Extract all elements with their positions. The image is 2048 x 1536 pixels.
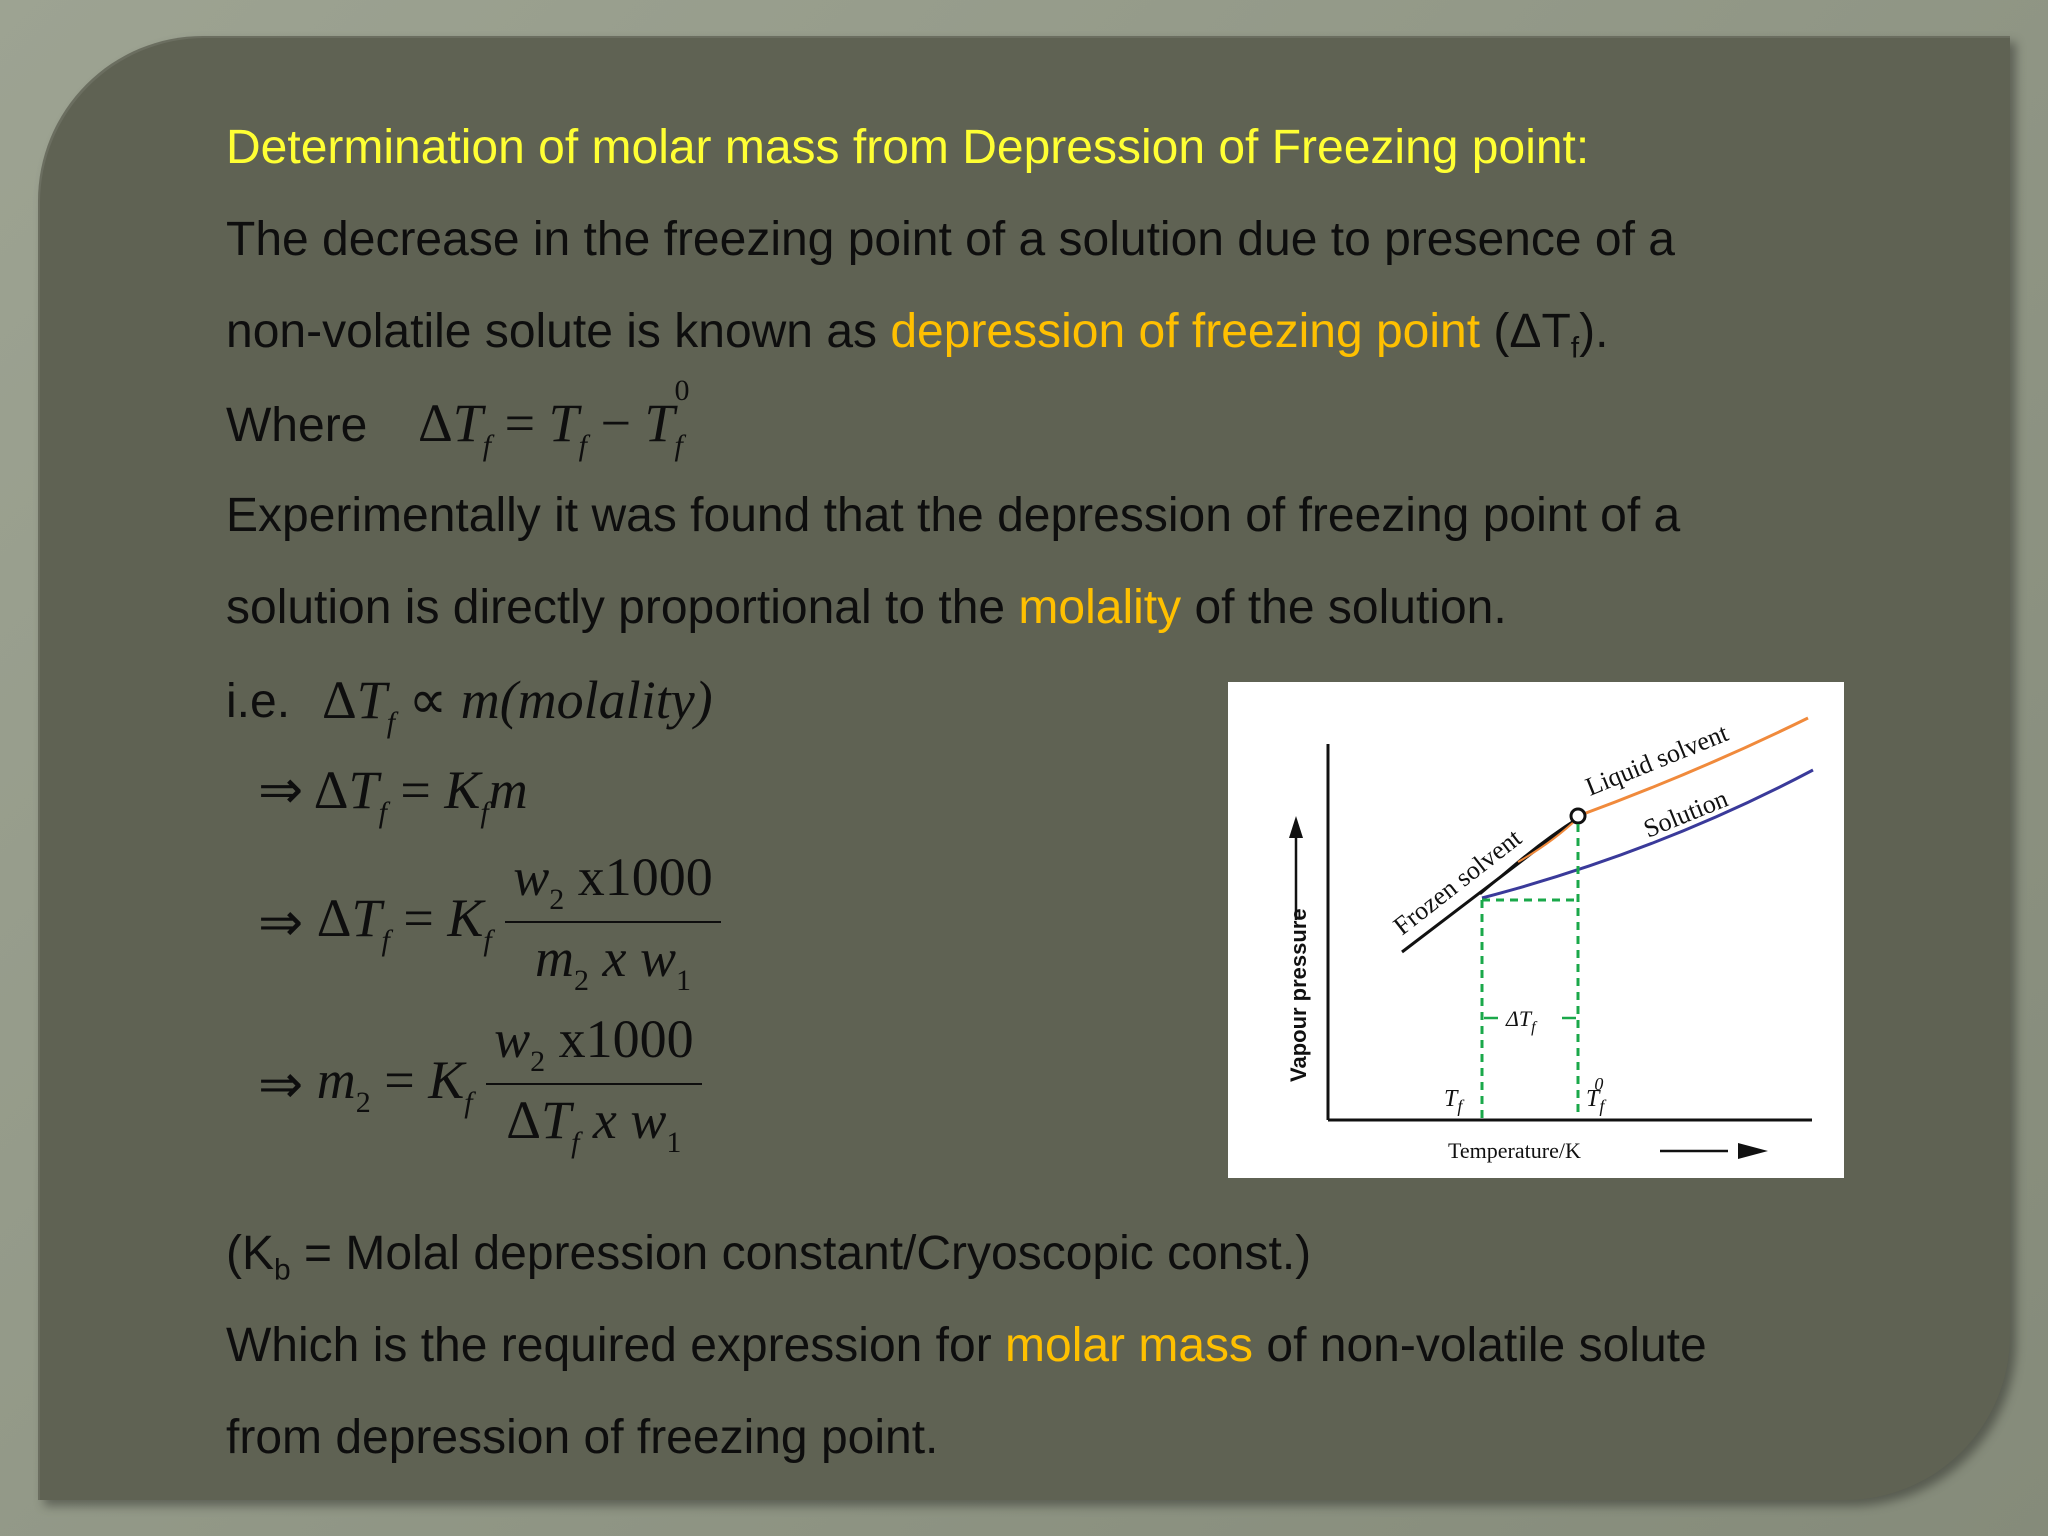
var-t: T [351,887,382,948]
var-t: T [644,393,675,453]
ie-label: i.e. [226,675,291,728]
kb-text: = Molal depression constant/Cryoscopic const.) [290,1227,1312,1280]
kb-open: (K [226,1227,274,1280]
sub-2: 2 [530,1045,546,1078]
para1-line2-pre: non-volatile solute is known as [226,305,891,358]
term-molality: molality [1018,581,1182,634]
conclusion-pre: Which is the required expression for [226,1319,1006,1372]
para2-line2 [226,581,1507,634]
var-t: T [452,393,483,453]
fraction-eq3 [486,1008,702,1160]
sub-f: f [571,1126,580,1159]
delta-symbol: Δ [313,760,349,820]
para1-line1: The decrease in the freezing point of a solution due to presence of a [226,213,1675,266]
para1-line2-post-a: (ΔT [1480,305,1571,358]
y-arrow-head [1289,816,1303,838]
proportional-sign: ∝ [395,670,461,730]
equals-sign: = [386,760,445,820]
para1-line2-post-b: ). [1579,305,1609,358]
delta-symbol: Δ [506,1090,542,1150]
para1-line2 [226,305,1609,365]
var-m: m [316,1049,356,1110]
solution-label: Solution [1639,783,1732,844]
equation-3 [258,1008,702,1160]
equals-sign: = [370,1049,429,1110]
sub-f: f [674,429,683,462]
var-w: w [494,1009,531,1069]
var-t: T [356,670,387,730]
kb-sub: b [274,1253,291,1287]
term-depression-of-freezing-point: depression of freezing point [890,305,1481,358]
sub-2: 2 [355,1085,371,1119]
term-molar-mass: molar mass [1005,1319,1254,1372]
sub-f: f [378,796,387,829]
sub-f: f [482,429,492,462]
graph-svg [1228,682,1844,1178]
tf-label [1444,1086,1465,1116]
liquid-solvent-label: Liquid solvent [1581,718,1733,802]
tf-sub: f [1457,1096,1463,1116]
sub-2: 2 [549,883,565,916]
numerator [486,1008,702,1085]
implies-arrow: ⇒ [258,760,314,820]
var-w: w [630,1090,667,1150]
sup-zero: 0 [674,374,690,407]
numerator [505,846,721,923]
y-axis-label: Vapour pressure [1286,908,1311,1082]
sub-f: f [483,923,492,957]
para2-line2-pre: solution is directly proportional to the [226,581,1019,634]
equation-1 [258,758,528,830]
sub-f: f [464,1085,473,1119]
x-arrow-head [1738,1143,1768,1159]
times-x: x [579,1090,631,1150]
where-equation [418,374,690,463]
var-k: K [444,760,481,820]
times-x: x [588,928,640,988]
sub-1: 1 [666,1126,682,1159]
sub-f: f [386,706,396,739]
equation-2 [258,846,721,998]
tf-text: T [1444,1086,1458,1112]
sub-f: f [381,923,390,957]
fraction-eq2 [505,846,721,998]
delta-tf-label [1505,1006,1538,1036]
tf0-label [1586,1074,1607,1116]
tf0-text: T [1586,1086,1600,1112]
para1-line2-sub: f [1570,331,1580,365]
var-k: K [447,887,484,948]
para2-line1: Experimentally it was found that the depression of freezing point of a [226,489,1681,542]
var-w: w [513,847,550,907]
var-t: T [348,760,379,820]
delta-symbol: Δ [316,887,352,948]
vapour-pressure-graph [1228,682,1844,1178]
sub-1: 1 [675,964,691,997]
tf0-sub: f [1599,1096,1605,1116]
delta-tf-sub: f [1531,1019,1536,1036]
frozen-solvent-label: Frozen solvent [1387,823,1527,941]
x-axis-label: Temperature/K [1448,1138,1581,1163]
var-t: T [541,1090,572,1150]
tf0-sup: 0 [1594,1074,1604,1094]
implies-arrow: ⇒ [258,1054,317,1115]
var-m: m [460,670,500,730]
equals-sign: = [491,393,549,453]
ie-equation [322,668,713,740]
conclusion-post: of non-volatile solute [1253,1319,1707,1372]
kb-note [226,1227,1312,1287]
sub-2: 2 [573,964,589,997]
var-t: T [548,393,579,453]
sub-f: f [480,796,489,829]
minus-sign: − [586,393,645,453]
triple-point-marker [1571,809,1585,823]
where-label: Where [226,399,368,452]
var-w: w [639,928,676,988]
conclusion-line1 [226,1319,1707,1372]
var-m: m [488,760,528,820]
var-m: m [534,928,574,988]
molality-term: (molality) [499,670,713,730]
delta-symbol: Δ [322,670,357,730]
delta-symbol: Δ [418,393,453,453]
denominator [505,923,721,998]
equals-sign: = [389,887,448,948]
times-1000: x1000 [564,847,713,907]
slide-heading: Determination of molar mass from Depression of Freezing point: [226,121,1590,174]
sub-f: f [578,429,587,462]
conclusion-line2: from depression of freezing point. [226,1411,939,1464]
delta-tf-text: ΔT [1506,1006,1532,1031]
implies-arrow: ⇒ [258,892,317,953]
times-1000: x1000 [545,1009,694,1069]
para2-line2-post: of the solution. [1181,581,1507,634]
var-k: K [428,1049,465,1110]
denominator [486,1085,702,1160]
